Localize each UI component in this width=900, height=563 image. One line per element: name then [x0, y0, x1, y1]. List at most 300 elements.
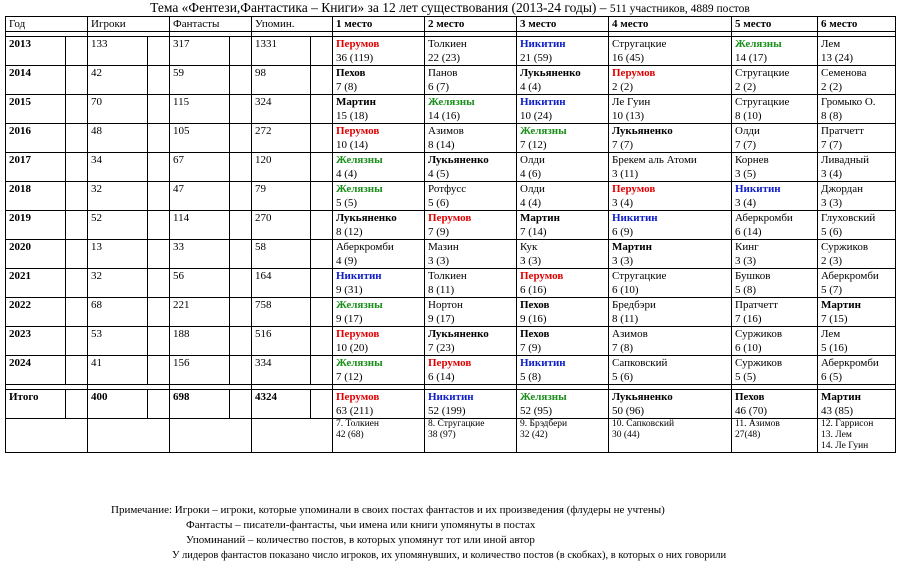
empty-cell: [148, 95, 170, 124]
place-1-cell: [333, 182, 425, 211]
author-stats: 4 (4): [520, 197, 542, 209]
extra-places-row: [6, 419, 896, 453]
author-name: Бредбэри: [612, 299, 656, 311]
place-4-cell: [609, 356, 732, 385]
author-name: Мартин: [520, 212, 560, 224]
author-name: Пехов: [336, 67, 366, 79]
empty-cell: [230, 327, 252, 356]
author-name: Бушков: [735, 270, 771, 282]
author-stats: 6 (10): [612, 284, 639, 296]
author-name: Никитин: [520, 38, 566, 50]
place-6-cell: [818, 327, 896, 356]
table-row: [6, 356, 896, 385]
author-stats: 6 (7): [428, 81, 450, 93]
empty-cell: [66, 240, 88, 269]
table-row: [6, 240, 896, 269]
author-name: Никитин: [520, 96, 566, 108]
empty-cell: [311, 211, 333, 240]
author-name: Желязны: [336, 183, 383, 195]
author-stats: 7 (7): [821, 139, 843, 151]
empty-cell: [66, 153, 88, 182]
author-stats: 7 (12): [336, 371, 363, 383]
extra-place-cell: [333, 419, 425, 453]
total-label: Итого: [6, 390, 66, 419]
author-stats: 2 (2): [735, 81, 757, 93]
column-header: Фантасты: [170, 17, 252, 32]
authors-cell: 317: [170, 37, 230, 66]
place-1-cell: [333, 269, 425, 298]
players-cell: 52: [88, 211, 148, 240]
empty-cell: [311, 240, 333, 269]
author-stats: 8 (11): [612, 313, 639, 325]
author-name: Перумов: [336, 38, 380, 50]
total-place-2-cell: [425, 390, 517, 419]
author-stats: 7 (15): [821, 313, 848, 325]
author-name: Суржиков: [821, 241, 869, 253]
place-4-cell: [609, 240, 732, 269]
place-2-cell: [425, 356, 517, 385]
place-6-cell: [818, 37, 896, 66]
empty-cell: [148, 327, 170, 356]
year-cell: 2021: [6, 269, 66, 298]
place-1-cell: [333, 95, 425, 124]
author-stats: 10 (14): [336, 139, 369, 151]
author-name: Пехов: [520, 299, 550, 311]
place-5-cell: [732, 124, 818, 153]
players-cell: 42: [88, 66, 148, 95]
author-stats: 8 (8): [821, 110, 843, 122]
author-stats: 52 (199): [428, 405, 466, 417]
empty-cell: [66, 356, 88, 385]
year-cell: 2017: [6, 153, 66, 182]
table-row: [6, 298, 896, 327]
authors-cell: 188: [170, 327, 230, 356]
place-4-cell: [609, 124, 732, 153]
title-main: Тема «Фентези,Фантастика – Книги» за 12 лет существования (2013-24 годы): [150, 0, 597, 15]
extra-place-line: 14. Ле Гуин: [821, 441, 869, 451]
column-header: 1 место: [333, 17, 425, 32]
mentions-cell: 58: [252, 240, 311, 269]
author-stats: 46 (70): [735, 405, 768, 417]
column-header: Игроки: [88, 17, 170, 32]
extra-place-line: 13. Лем: [821, 430, 852, 440]
table-row: [6, 124, 896, 153]
year-cell: 2019: [6, 211, 66, 240]
author-stats: 3 (3): [520, 255, 542, 267]
authors-cell: 156: [170, 356, 230, 385]
author-stats: 3 (3): [428, 255, 450, 267]
author-name: Кинг: [735, 241, 759, 253]
empty-cell: [230, 390, 252, 419]
empty-cell: [311, 182, 333, 211]
author-stats: 52 (95): [520, 405, 553, 417]
author-stats: 9 (31): [336, 284, 363, 296]
place-2-cell: [425, 211, 517, 240]
place-6-cell: [818, 211, 896, 240]
place-3-cell: [517, 124, 609, 153]
empty-cell: [66, 66, 88, 95]
year-cell: 2020: [6, 240, 66, 269]
author-name: Брекем аль Атоми: [612, 154, 697, 166]
empty-cell: [66, 182, 88, 211]
place-2-cell: [425, 298, 517, 327]
table-row: [6, 182, 896, 211]
place-2-cell: [425, 37, 517, 66]
place-6-cell: [818, 153, 896, 182]
author-name: Мартин: [821, 299, 861, 311]
table-row: [6, 211, 896, 240]
players-cell: 32: [88, 269, 148, 298]
author-name: Перумов: [428, 212, 472, 224]
author-name: Мартин: [336, 96, 376, 108]
extra-place-cell: [517, 419, 609, 453]
author-name: Желязны: [520, 125, 567, 137]
place-4-cell: [609, 298, 732, 327]
extra-place-line: 42 (68): [336, 430, 364, 440]
authors-cell: 56: [170, 269, 230, 298]
place-4-cell: [609, 211, 732, 240]
author-stats: 3 (11): [612, 168, 639, 180]
author-name: Ле Гуин: [612, 96, 651, 108]
mentions-cell: 272: [252, 124, 311, 153]
title-stats: 511 участников, 4889 постов: [609, 3, 750, 15]
author-stats: 16 (45): [612, 52, 645, 64]
author-stats: 21 (59): [520, 52, 553, 64]
year-cell: 2015: [6, 95, 66, 124]
stats-table-container: [5, 16, 896, 453]
author-name: Стругацкие: [612, 270, 667, 282]
author-stats: 3 (4): [821, 168, 843, 180]
author-stats: 13 (24): [821, 52, 854, 64]
place-1-cell: [333, 37, 425, 66]
author-stats: 4 (5): [428, 168, 450, 180]
year-cell: 2013: [6, 37, 66, 66]
empty-cell: [66, 269, 88, 298]
author-stats: 7 (12): [520, 139, 547, 151]
table-row: [6, 66, 896, 95]
extra-place-line: 32 (42): [520, 430, 548, 440]
author-stats: 50 (96): [612, 405, 645, 417]
empty-cell: [148, 211, 170, 240]
author-stats: 9 (16): [520, 313, 547, 325]
empty-cell: [230, 66, 252, 95]
author-name: Пехов: [520, 328, 550, 340]
empty-cell: [230, 269, 252, 298]
author-stats: 5 (8): [520, 371, 542, 383]
author-name: Никитин: [612, 212, 658, 224]
author-stats: 7 (14): [520, 226, 547, 238]
place-4-cell: [609, 182, 732, 211]
author-stats: 8 (14): [428, 139, 455, 151]
author-name: Суржиков: [735, 357, 783, 369]
author-stats: 63 (211): [336, 405, 374, 417]
author-stats: 6 (16): [520, 284, 547, 296]
author-name: Пратчетт: [735, 299, 778, 311]
author-stats: 10 (24): [520, 110, 553, 122]
place-5-cell: [732, 153, 818, 182]
players-cell: 133: [88, 37, 148, 66]
extra-place-line: 11. Азимов: [735, 419, 780, 429]
empty-cell: [170, 419, 252, 453]
place-3-cell: [517, 153, 609, 182]
total-place-3-cell: [517, 390, 609, 419]
empty-cell: [66, 124, 88, 153]
author-name: Суржиков: [735, 328, 783, 340]
empty-cell: [311, 37, 333, 66]
table-row: [6, 327, 896, 356]
place-1-cell: [333, 356, 425, 385]
author-name: Лукьяненко: [520, 67, 581, 79]
place-6-cell: [818, 124, 896, 153]
place-6-cell: [818, 356, 896, 385]
author-stats: 2 (2): [612, 81, 634, 93]
empty-cell: [66, 327, 88, 356]
total-authors: 698: [170, 390, 230, 419]
mentions-cell: 98: [252, 66, 311, 95]
place-4-cell: [609, 269, 732, 298]
place-6-cell: [818, 298, 896, 327]
author-stats: 3 (3): [735, 255, 757, 267]
place-5-cell: [732, 327, 818, 356]
place-3-cell: [517, 356, 609, 385]
author-stats: 6 (10): [735, 342, 762, 354]
mentions-cell: 270: [252, 211, 311, 240]
players-cell: 48: [88, 124, 148, 153]
page-title: [0, 0, 900, 16]
author-stats: 7 (23): [428, 342, 455, 354]
empty-cell: [230, 124, 252, 153]
author-stats: 3 (3): [612, 255, 634, 267]
place-2-cell: [425, 124, 517, 153]
place-3-cell: [517, 327, 609, 356]
authors-cell: 67: [170, 153, 230, 182]
author-name: Ротфусс: [428, 183, 467, 195]
author-stats: 5 (7): [821, 284, 843, 296]
empty-cell: [311, 66, 333, 95]
stats-table: [5, 16, 896, 453]
column-header: 5 место: [732, 17, 818, 32]
author-name: Ливадный: [821, 154, 870, 166]
place-5-cell: [732, 356, 818, 385]
author-name: Толкиен: [428, 270, 467, 282]
empty-cell: [148, 182, 170, 211]
empty-cell: [148, 356, 170, 385]
author-name: Нортон: [428, 299, 463, 311]
mentions-cell: 120: [252, 153, 311, 182]
author-name: Сапковский: [612, 357, 668, 369]
mentions-cell: 79: [252, 182, 311, 211]
author-name: Перумов: [336, 125, 380, 137]
place-2-cell: [425, 153, 517, 182]
author-name: Лукьяненко: [612, 125, 673, 137]
author-stats: 8 (10): [735, 110, 762, 122]
author-name: Пехов: [735, 391, 765, 403]
author-name: Никитин: [520, 357, 566, 369]
empty-cell: [230, 153, 252, 182]
empty-cell: [88, 419, 170, 453]
place-1-cell: [333, 327, 425, 356]
author-name: Перумов: [336, 328, 380, 340]
author-name: Желязны: [336, 299, 383, 311]
author-stats: 5 (6): [821, 226, 843, 238]
place-5-cell: [732, 95, 818, 124]
table-row: [6, 153, 896, 182]
empty-cell: [148, 269, 170, 298]
authors-cell: 115: [170, 95, 230, 124]
title-dash: –: [596, 0, 610, 15]
place-5-cell: [732, 66, 818, 95]
author-stats: 3 (3): [821, 197, 843, 209]
empty-cell: [311, 124, 333, 153]
place-3-cell: [517, 95, 609, 124]
author-name: Лукьяненко: [336, 212, 397, 224]
mentions-cell: 324: [252, 95, 311, 124]
note-line: Примечание: Игроки – игроки, которые упоминали в своих постах фантастов и их произведения (флудеры не учтены): [111, 504, 665, 516]
author-name: Олди: [520, 154, 545, 166]
place-1-cell: [333, 153, 425, 182]
extra-place-line: 27(48): [735, 430, 761, 440]
place-6-cell: [818, 182, 896, 211]
column-header: Год: [6, 17, 88, 32]
empty-cell: [66, 37, 88, 66]
author-stats: 6 (9): [612, 226, 634, 238]
empty-cell: [311, 269, 333, 298]
author-stats: 3 (5): [735, 168, 757, 180]
place-4-cell: [609, 153, 732, 182]
place-1-cell: [333, 124, 425, 153]
place-2-cell: [425, 240, 517, 269]
empty-cell: [230, 356, 252, 385]
place-2-cell: [425, 66, 517, 95]
extra-place-cell: [425, 419, 517, 453]
author-name: Лем: [821, 38, 841, 50]
note-line: У лидеров фантастов показано число игроков, их упомянувших, и количество постов (в скобках), в которых о них говорили: [172, 550, 727, 561]
author-name: Лукьяненко: [428, 328, 489, 340]
place-1-cell: [333, 211, 425, 240]
author-stats: 7 (7): [735, 139, 757, 151]
author-name: Желязны: [735, 38, 782, 50]
author-stats: 7 (9): [520, 342, 542, 354]
column-header: 4 место: [609, 17, 732, 32]
author-name: Мазин: [428, 241, 459, 253]
author-stats: 15 (18): [336, 110, 369, 122]
empty-cell: [66, 298, 88, 327]
authors-cell: 114: [170, 211, 230, 240]
place-5-cell: [732, 211, 818, 240]
place-3-cell: [517, 269, 609, 298]
author-stats: 6 (14): [735, 226, 762, 238]
year-cell: 2023: [6, 327, 66, 356]
author-stats: 5 (8): [735, 284, 757, 296]
total-place-5-cell: [732, 390, 818, 419]
mentions-cell: 516: [252, 327, 311, 356]
header-row: [6, 17, 896, 32]
place-4-cell: [609, 327, 732, 356]
year-cell: 2018: [6, 182, 66, 211]
author-stats: 36 (119): [336, 52, 374, 64]
table-row: [6, 95, 896, 124]
author-name: Аберкромби: [735, 212, 793, 224]
table-row: [6, 269, 896, 298]
author-name: Перумов: [520, 270, 564, 282]
place-5-cell: [732, 298, 818, 327]
author-name: Аберкромби: [821, 357, 879, 369]
empty-cell: [311, 327, 333, 356]
empty-cell: [230, 182, 252, 211]
author-stats: 7 (9): [428, 226, 450, 238]
empty-cell: [66, 390, 88, 419]
author-name: Громыко О.: [821, 96, 876, 108]
author-stats: 5 (16): [821, 342, 848, 354]
author-name: Пратчетт: [821, 125, 864, 137]
authors-cell: 105: [170, 124, 230, 153]
author-name: Панов: [428, 67, 458, 79]
empty-cell: [6, 419, 88, 453]
table-row: [6, 37, 896, 66]
author-stats: 14 (17): [735, 52, 768, 64]
players-cell: 13: [88, 240, 148, 269]
extra-place-line: 8. Стругацкие: [428, 419, 485, 429]
empty-cell: [148, 298, 170, 327]
year-cell: 2016: [6, 124, 66, 153]
author-name: Перумов: [428, 357, 472, 369]
author-name: Стругацкие: [735, 67, 790, 79]
mentions-cell: 1331: [252, 37, 311, 66]
players-cell: 34: [88, 153, 148, 182]
author-stats: 8 (11): [428, 284, 455, 296]
extra-place-cell: [609, 419, 732, 453]
place-4-cell: [609, 95, 732, 124]
empty-cell: [311, 95, 333, 124]
place-3-cell: [517, 37, 609, 66]
author-name: Аберкромби: [336, 241, 394, 253]
place-1-cell: [333, 240, 425, 269]
author-name: Олди: [520, 183, 545, 195]
author-stats: 6 (5): [821, 371, 843, 383]
column-header: 3 место: [517, 17, 609, 32]
note-line: Фантасты – писатели-фантасты, чьи имена или книги упомянуты в постах: [186, 519, 536, 531]
column-header: 6 место: [818, 17, 896, 32]
author-stats: 7 (7): [612, 139, 634, 151]
place-5-cell: [732, 269, 818, 298]
author-stats: 10 (13): [612, 110, 645, 122]
author-stats: 9 (17): [428, 313, 455, 325]
extra-place-line: 9. Брэдбери: [520, 419, 568, 429]
empty-cell: [230, 37, 252, 66]
empty-cell: [230, 240, 252, 269]
empty-cell: [311, 153, 333, 182]
author-stats: 6 (14): [428, 371, 455, 383]
author-name: Азимов: [612, 328, 648, 340]
empty-cell: [311, 390, 333, 419]
note-line: Упоминаний – количество постов, в которых упомянут тот или иной автор: [186, 534, 535, 546]
author-name: Толкиен: [428, 38, 467, 50]
author-stats: 43 (85): [821, 405, 854, 417]
author-stats: 4 (9): [336, 255, 358, 267]
players-cell: 68: [88, 298, 148, 327]
extra-place-line: 38 (97): [428, 430, 456, 440]
total-place-6-cell: [818, 390, 896, 419]
total-place-4-cell: [609, 390, 732, 419]
author-name: Желязны: [336, 154, 383, 166]
author-stats: 4 (6): [520, 168, 542, 180]
empty-cell: [252, 419, 333, 453]
empty-cell: [148, 153, 170, 182]
author-stats: 14 (16): [428, 110, 461, 122]
authors-cell: 33: [170, 240, 230, 269]
place-4-cell: [609, 66, 732, 95]
empty-cell: [148, 240, 170, 269]
